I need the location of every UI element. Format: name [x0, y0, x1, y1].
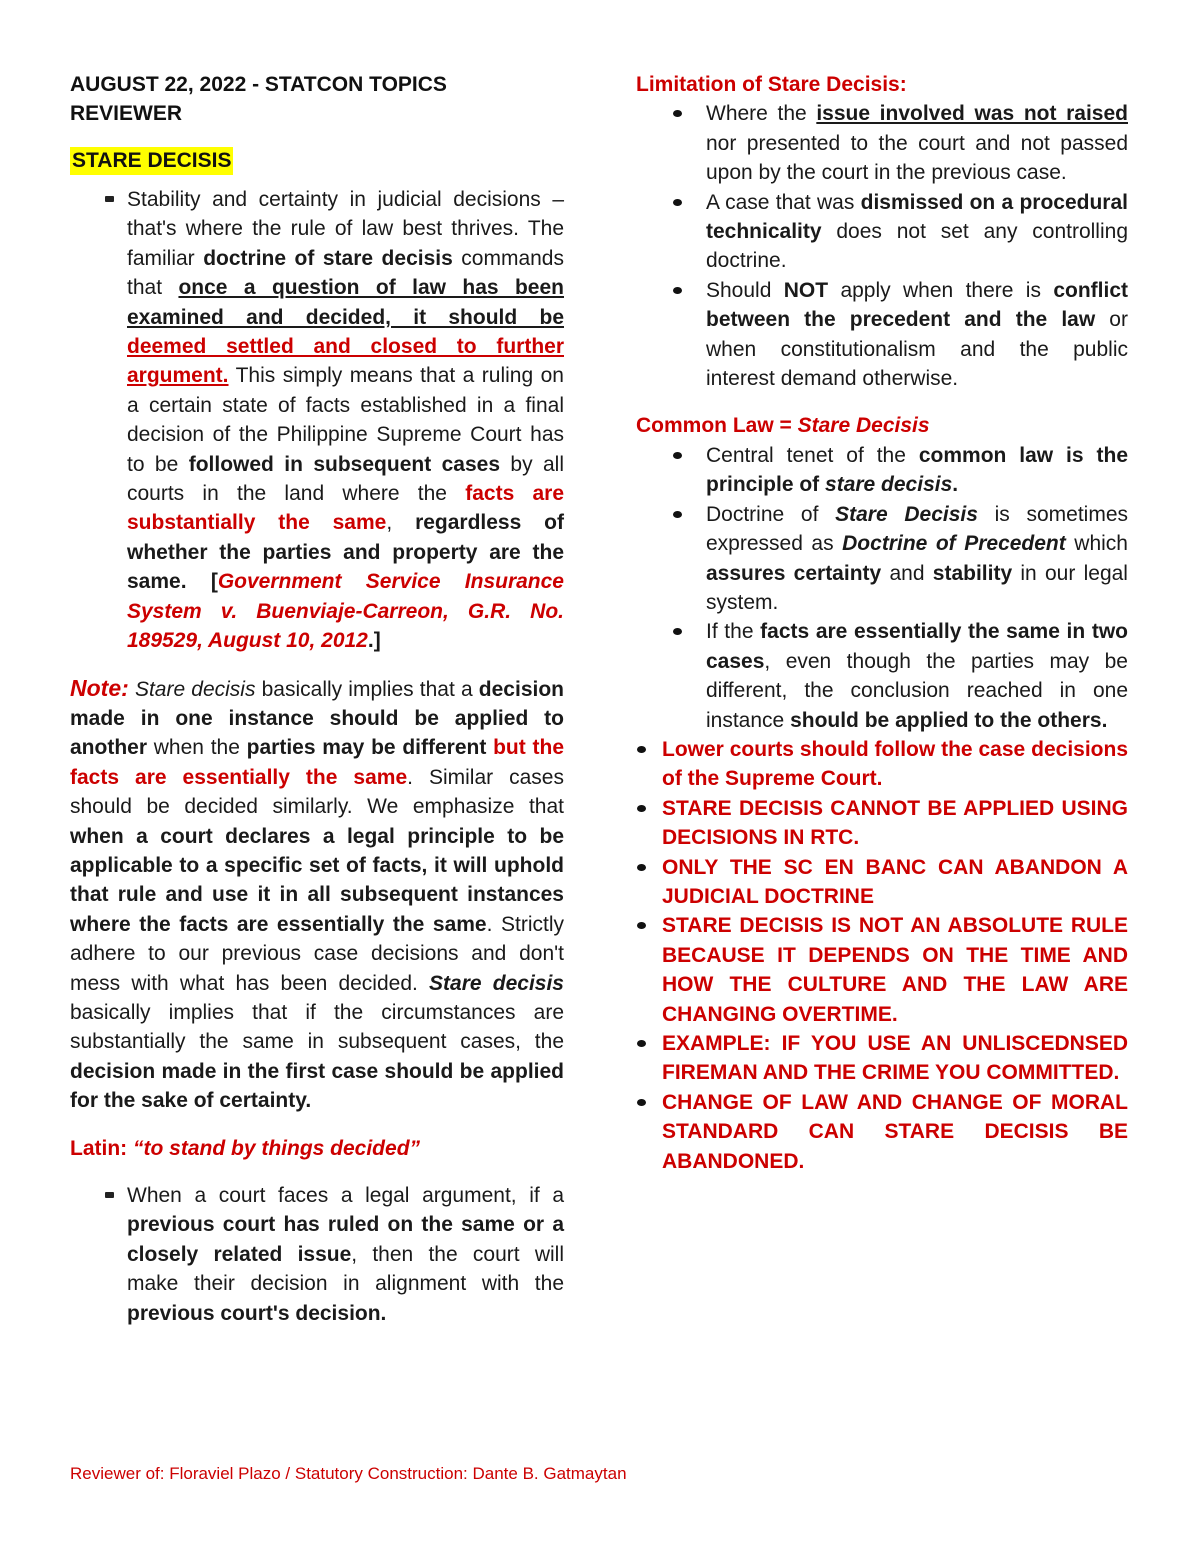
title-line-2: REVIEWER [70, 102, 183, 125]
text-run: dismissed on a procedural technicality [706, 190, 1128, 244]
text-run: does not set any controlling doctrine. [706, 220, 1128, 273]
text-run: , even though the parties may be different, the conclusion reached in one instance [706, 649, 1128, 732]
text-run: stare decisis [825, 473, 953, 497]
text-run: apply when there is [828, 278, 1054, 302]
text-run: or when constitutionalism and the public interest demand otherwise. [706, 308, 1128, 391]
red-emphasis-list [636, 735, 1128, 1176]
latin-definition [70, 1134, 564, 1163]
list-item: Lower courts should follow the case decisions of the Supreme Court. [636, 735, 1128, 794]
list-item: STARE DECISIS IS NOT AN ABSOLUTE RULE BECAUSE IT DEPENDS ON THE TIME AND HOW THE CULTURE AND THE LAW ARE CHANGING OVERTIME. [636, 911, 1128, 1029]
text-run: Where the [706, 102, 817, 126]
text-run: Stare Decisis [835, 502, 978, 526]
text-run: nor presented to the court and not passed upon by the court in the previous case. [706, 131, 1128, 185]
text-run: in our legal system. [706, 561, 1128, 614]
text-run: This simply means that a ruling on a certain state of facts established in a final decision of the Philippine Supreme Court has to be [127, 364, 564, 476]
text-run: Central tenet of the [706, 443, 919, 467]
list-item: ONLY THE SC EN BANC CAN ABANDON A JUDICIAL DOCTRINE [636, 853, 1128, 912]
text-run: Stability and certainty in judicial decisions – that's where the rule of law best thrives. The familiar [127, 188, 564, 270]
text-run: A case that was [706, 190, 861, 214]
note-paragraph [70, 674, 564, 1116]
text-run: Stare Decisis [797, 414, 930, 438]
common-law-heading [636, 411, 1128, 440]
text-run: which [1065, 532, 1128, 556]
right-column [636, 70, 1128, 1176]
text-run: . Strictly adhere to our previous case decisions and don't mess with what has been decided. [70, 912, 564, 995]
note-label: Note: [70, 674, 129, 701]
latin-label: Latin: [70, 1136, 133, 1160]
text-run: Stare decisis [134, 677, 256, 701]
stare-decisis-bullet-list [70, 185, 564, 656]
text-run: doctrine of stare decisis [203, 246, 453, 270]
list-item: STARE DECISIS CANNOT BE APPLIED USING DECISIONS IN RTC. [636, 794, 1128, 853]
page-footer: Reviewer of: Floraviel Plazo / Statutory Construction: Dante B. Gatmaytan [70, 1464, 627, 1483]
latin-phrase: “to stand by things decided” [133, 1136, 421, 1160]
text-run: Should [706, 278, 784, 302]
text-run: assures certainty [706, 561, 882, 585]
limitation-list [636, 99, 1128, 393]
text-run: commands that [127, 246, 564, 300]
list-item [636, 500, 1128, 618]
common-law-list [636, 441, 1128, 735]
list-item [636, 441, 1128, 500]
text-run: when the [147, 736, 247, 760]
text-run: issue involved was not raised [816, 102, 1128, 126]
left-column [70, 70, 564, 1328]
text-run: Doctrine of Precedent [842, 532, 1066, 556]
text-run: deemed settled and closed to further argument. [127, 335, 564, 388]
text-run: conflict between the precedent and the law [706, 278, 1128, 332]
text-run: facts are substantially the same [127, 482, 565, 535]
document-title [70, 70, 564, 128]
text-run: when a court declares a legal principle to be applicable to a specific set of facts, it will uphold that rule and use it in all subsequent instances where the facts are essentially the same [70, 824, 564, 936]
text-run: regardless of whether the parties and property are the same. [ [127, 511, 564, 594]
latin-bullet-list [70, 1181, 564, 1328]
text-run: parties may be different [246, 736, 487, 760]
text-run: , then the court will make their decision in alignment with the [127, 1242, 564, 1296]
list-item [636, 276, 1128, 394]
text-run: basically implies that if the circumstances are substantially the same in subsequent cases, the [70, 1000, 564, 1054]
list-item [636, 188, 1128, 276]
text-run: Doctrine of [706, 502, 836, 526]
text-run: . Similar cases should be decided similarly. We emphasize that [70, 765, 564, 819]
text-run: by all courts in the land where the [127, 452, 565, 506]
list-item [636, 99, 1128, 187]
text-run: decision made in the first case should be applied for the sake of certainty. [70, 1059, 564, 1113]
limitation-heading: Limitation of Stare Decisis: [636, 73, 907, 96]
text-run: facts are essentially the same in two cases [706, 620, 1128, 673]
text-run: stability [932, 561, 1013, 585]
list-item [70, 1181, 564, 1328]
text-run: should be applied to the others. [790, 708, 1108, 732]
text-run: , [386, 511, 416, 535]
list-item [70, 185, 564, 656]
text-run: NOT [783, 278, 829, 302]
text-run: previous court has ruled on the same or a closely related issue [127, 1213, 564, 1266]
text-run: is sometimes expressed as [706, 502, 1129, 556]
list-item [636, 617, 1128, 735]
text-run: Stare decisis [429, 971, 564, 995]
text-run: Common Law = [636, 414, 798, 438]
text-run: previous court's decision. [127, 1301, 387, 1325]
text-run: basically implies that a [255, 677, 479, 701]
text-run: and [881, 561, 933, 585]
text-run: When a court faces a legal argument, if a [127, 1184, 564, 1207]
text-run: common law is the principle of [706, 443, 1129, 497]
text-run: . [952, 473, 959, 497]
text-run: followed in subsequent cases [188, 452, 500, 476]
text-run: If the [706, 620, 761, 644]
text-run: once a question of law has been examined and decided, it should be [127, 276, 564, 329]
text-run: but the facts are essentially the same [70, 736, 565, 789]
section-label-stare-decisis: STARE DECISIS [70, 147, 233, 175]
list-item: EXAMPLE: IF YOU USE AN UNLISCEDNSED FIREMAN AND THE CRIME YOU COMMITTED. [636, 1029, 1128, 1088]
case-citation: Government Service Insurance System v. Buenviaje-Carreon, G.R. No. 189529, August 10, 2012 [127, 570, 564, 653]
title-line-1: AUGUST 22, 2022 - STATCON TOPICS [70, 73, 447, 96]
list-item: CHANGE OF LAW AND CHANGE OF MORAL STANDARD CAN STARE DECISIS BE ABANDONED. [636, 1088, 1128, 1176]
text-run: decision made in one instance should be applied to another [70, 677, 564, 760]
text-run: .] [367, 629, 381, 653]
